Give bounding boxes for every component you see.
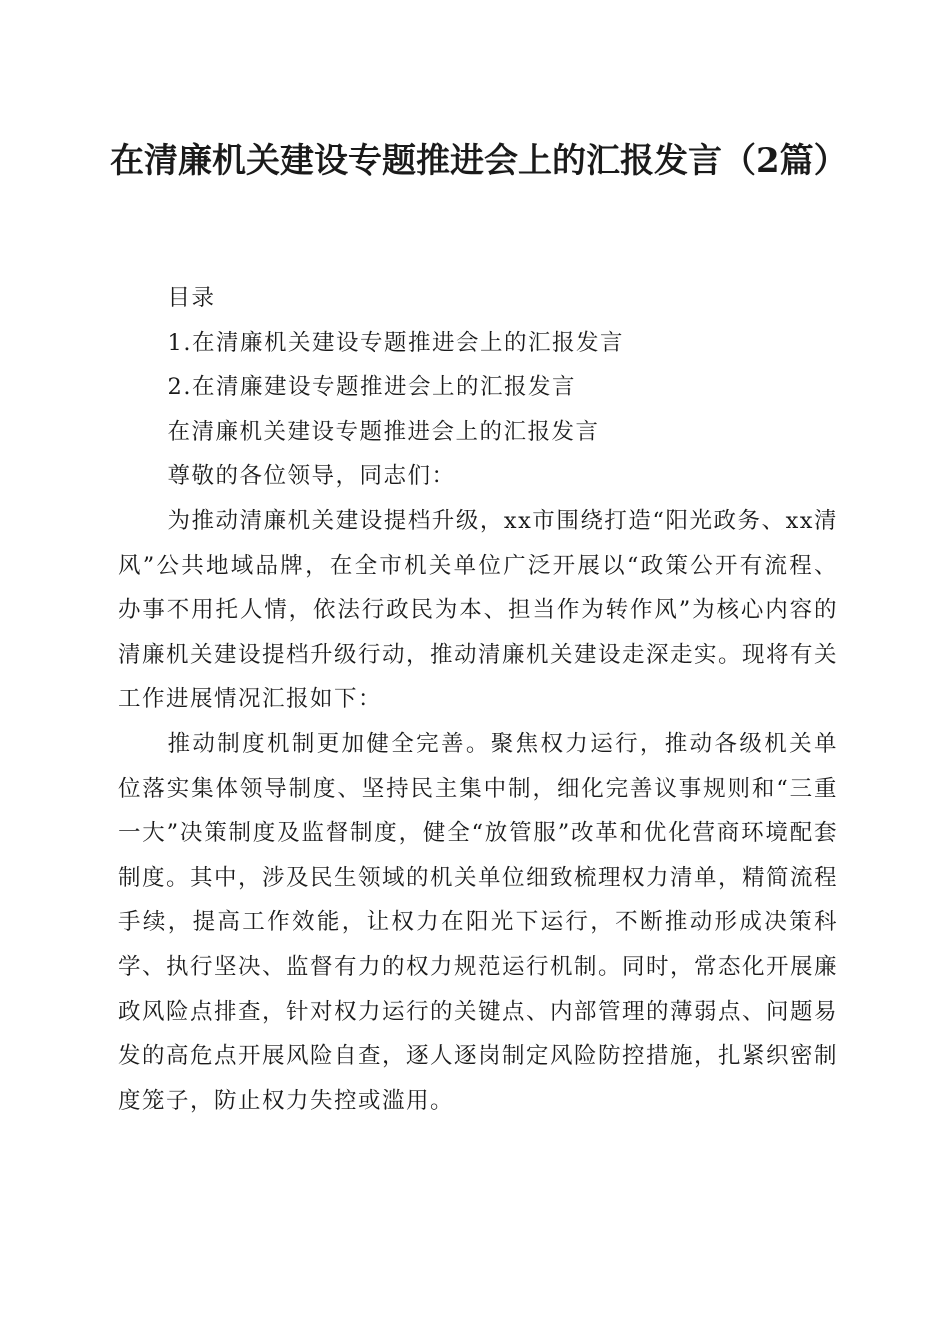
toc-item-1: 1.在清廉机关建设专题推进会上的汇报发言	[167, 329, 624, 356]
toc-heading: 目录	[167, 285, 216, 311]
section-title: 在清廉机关建设专题推进会上的汇报发言	[167, 418, 600, 445]
document-body	[118, 276, 838, 1123]
salutation: 尊敬的各位领导，同志们：	[167, 463, 456, 490]
toc-item-2: 2.在清廉建设专题推进会上的汇报发言	[167, 374, 576, 401]
paragraph-institutional-mechanism: 推动制度机制更加健全完善。聚焦权力运行，推动各级机关单位落实集体领导制度、坚持民主集中制，细化完善议事规则和“三重一大”决策制度及监督制度，健全“放管服”改革和优化营商环境配套制度。其中，涉及民生领域的机关单位细致梳理权力清单，精简流程手续，提高工作效能，让权力在阳光下运行，不断推动形成决策科学、执行坚决、监督有力的权力规范运行机制。同时，常态化开展廉政风险点排查，针对权力运行的关键点、内部管理的薄弱点、问题易发的高危点开展风险自查，逐人逐岗制定风险防控措施，扎紧织密制度笼子，防止权力失控或滥用。	[118, 730, 839, 1114]
paragraph-intro: 为推动清廉机关建设提档升级，xx市围绕打造“阳光政务、xx清风”公共地域品牌，在全市机关单位广泛开展以“政策公开有流程、办事不用托人情，依法行政民为本、担当作为转作风”为核心内容的清廉机关建设提档升级行动，推动清廉机关建设走深走实。现将有关工作进展情况汇报如下：	[118, 507, 839, 713]
document-title: 在清廉机关建设专题推进会上的汇报发言（2篇）	[110, 141, 848, 181]
